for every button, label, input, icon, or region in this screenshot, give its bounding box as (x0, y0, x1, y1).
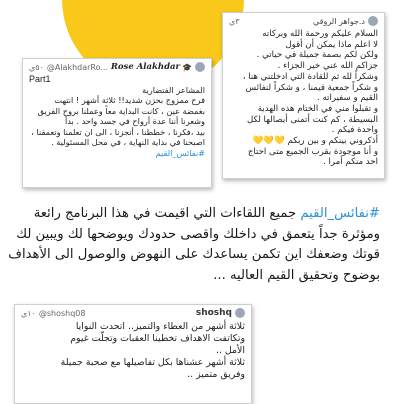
tweet-card-shoshq[interactable] (14, 304, 252, 404)
tweet-line: السلام عليكم ورحمة الله وبركاته (262, 29, 378, 39)
main-quote-body: جميع اللقاءات التي اقيمت في هذا البرنامج رائعة ومؤثرة جداً يتعمق في داخلك واقصى حدودك ويوضحها لك ويبين لك قوتك وضعفك اين تكمن يساعدك على النهوض والوصول الى الأهداف بوضوح وتحقيق القيم العاليه ... (8, 206, 380, 283)
tweet-header (29, 62, 205, 72)
part-label: Part1 (29, 74, 51, 84)
tweet-line: البسيطة ، كم كنت أتمنى أيصالها لكل (246, 114, 378, 125)
tweet-line-text: أذكروني بينكم و بين ربكم (287, 136, 378, 147)
tweet-line: وفريق متميز .. (187, 369, 245, 380)
graduation-cap-icon: 🎓 (182, 62, 192, 72)
tweet-line: وتكاتفت الاهداف تخطينا العقبات وتجلّت غيوم (70, 333, 245, 344)
tweet-line: احد منكم أمرا . (323, 157, 378, 168)
author-name[interactable]: Rose Alakhdar (110, 62, 181, 72)
tweet-line: وشعرنا أننا عدة أرواح في جسد واحد . بدأ (64, 116, 205, 126)
tweet-line: وشكراً لله ثم للقادة التي ادخلتني هنا ، (242, 71, 378, 82)
tweet-body (21, 321, 245, 381)
tweet-line: القيم و سفيراته . (316, 93, 378, 104)
avatar[interactable] (368, 16, 378, 26)
tweet-card-rose[interactable] (22, 58, 212, 188)
tweet-line: واحدة فيكم . (331, 125, 378, 136)
tweet-body (29, 74, 205, 158)
tweet-date: ٣ي (229, 16, 240, 26)
author-handle[interactable]: @AlakhdarRo... (46, 62, 109, 72)
tweet-line: بغمضة عين ، كانت البداية معاً وعملنا بروح الفريق (37, 105, 205, 116)
tweet-date: ٥٠ي (29, 62, 44, 72)
tweet-line: فرح ممزوج بحزن شديد!! ثلاثة أشهر ! انتهت (54, 95, 205, 105)
tweet-line-hearts (229, 136, 378, 147)
hashtag-link[interactable]: #نفائس_القيم (300, 206, 380, 221)
tweet-line: المشاعر الفتضارية (142, 84, 205, 95)
tweet-date: ١٠ي (21, 308, 36, 318)
author-name[interactable]: shoshq (195, 308, 232, 318)
author-name[interactable]: د.جواهر الروقي (312, 16, 365, 26)
hashtag-link[interactable]: #نفائس_القيم (155, 147, 205, 158)
tweet-line: جزاكم الله عني خير الجزاء . (277, 61, 378, 72)
yellow-heart-icon: 💛💛💛 (252, 136, 285, 147)
avatar[interactable] (195, 62, 205, 72)
tweet-line: الأمل .. (215, 345, 245, 356)
tweet-header (21, 308, 245, 318)
tweet-card-jawaher[interactable] (222, 12, 385, 179)
tweet-line: بيد ،فكرنا ، خططنا ، أنجزنا ، الى ان تعلمنا وتعمقنا ، (31, 126, 205, 137)
tweet-line: ولكن لكم بصمة جميلة في حياتي . (256, 50, 378, 61)
tweet-line: لا اعلم ماذا يمكن أن أقول (285, 39, 378, 50)
tweet-line: ثلاثة أشهر من العطاء والتميز.. اتحدت النوايا (75, 321, 245, 332)
tweet-line: ثلاثة أشهر عشناها بكل تفاصيلها مع صحبة جميلة (60, 357, 245, 368)
tweet-body (229, 29, 378, 168)
tweet-line: اصبحنا في بداية النهاية ، في محل المسئولية . (51, 137, 205, 147)
tweet-line: و تقبلوا مني في الختام هذه الهدية (257, 103, 378, 114)
avatar[interactable] (235, 308, 245, 318)
tweet-line: و أنا موجودة بقرب الجميع متى احتاج (247, 146, 378, 157)
main-quote-text (8, 204, 380, 286)
tweet-line: و شكراً جمعية قيمنا ، و شكراً لنفائس (245, 82, 378, 93)
author-handle[interactable]: @shoshq08 (38, 308, 86, 318)
tweet-header (229, 16, 378, 26)
